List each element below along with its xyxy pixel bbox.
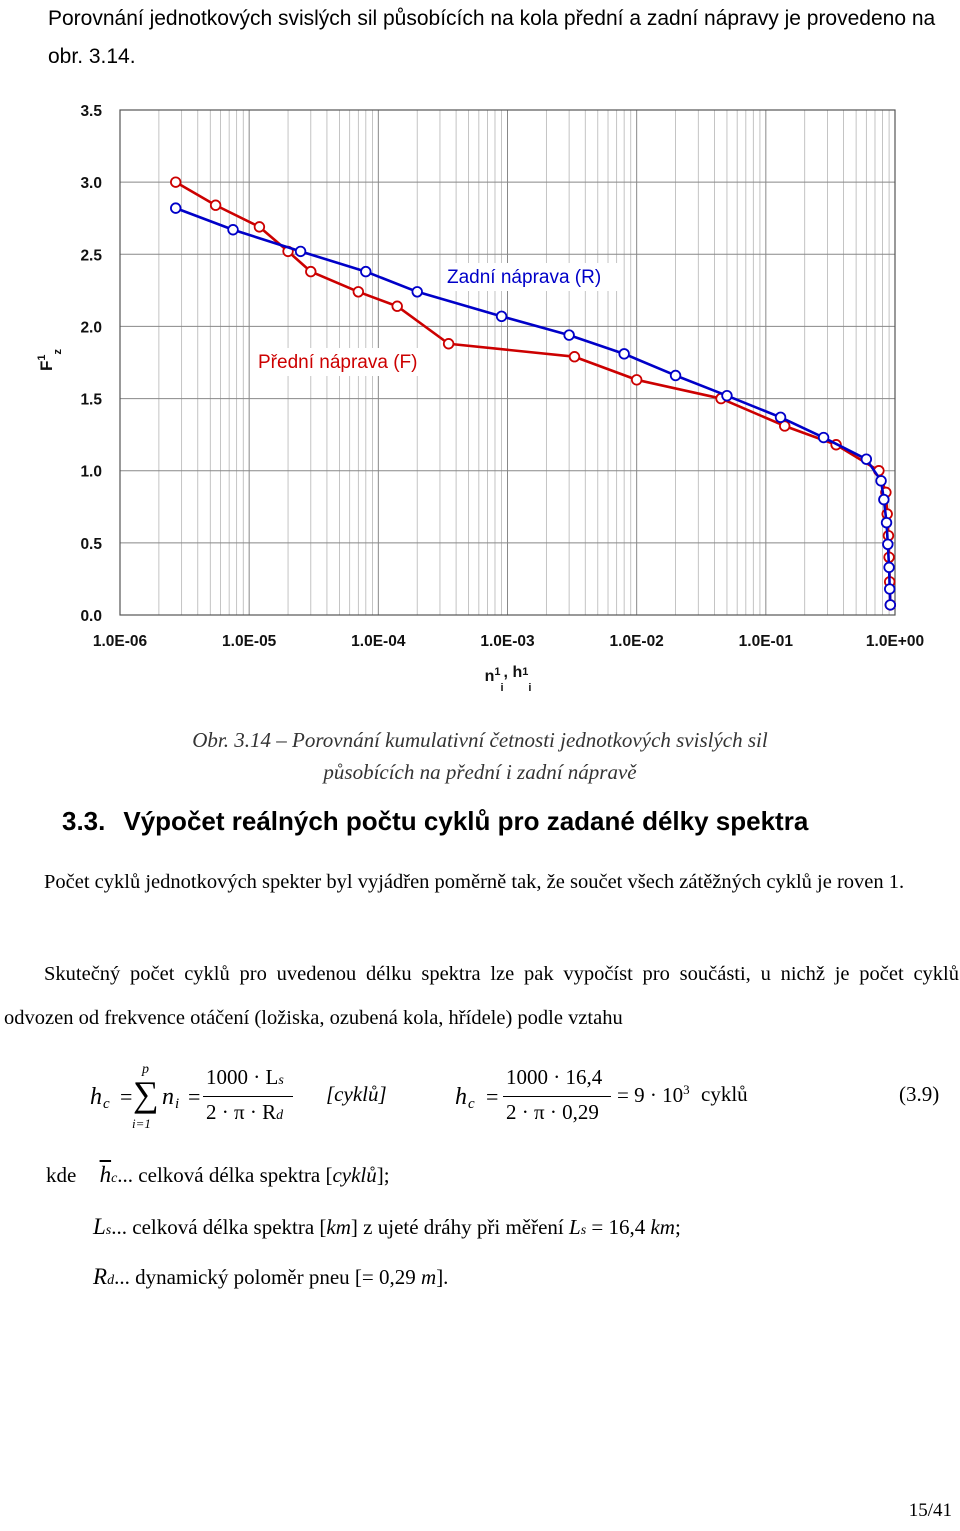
y-tick-label: 3.0 — [80, 175, 102, 193]
intro-text: Porovnání jednotkových svislých sil působících na kola přední a zadní nápravy je provedeno na obr. 3.14. — [48, 7, 936, 68]
y-tick-label: 2.0 — [80, 319, 102, 337]
result-text: = 9 · 10 — [617, 1083, 684, 1107]
chart — [0, 90, 960, 695]
rd-unit: m — [421, 1265, 437, 1289]
series-annotation: Zadní náprava (R) — [447, 267, 602, 288]
num1-sub: s — [278, 1073, 284, 1088]
formula — [0, 1060, 960, 1140]
y-axis-label-part: 1 — [36, 354, 48, 361]
ls-symbol-2: L — [569, 1215, 581, 1239]
formula-n: n — [162, 1084, 174, 1110]
hc-end: ]; — [376, 1163, 390, 1187]
fraction1-denominator — [206, 1100, 283, 1125]
data-point-zadni — [882, 518, 892, 528]
formula-i: i — [175, 1096, 180, 1112]
rd-text: ... dynamický poloměr pneu [= 0,29 — [114, 1265, 422, 1289]
rd-symbol: R — [93, 1264, 108, 1289]
data-point-predni — [255, 222, 265, 232]
data-point-predni — [632, 375, 642, 385]
ls-value: = 16,4 — [586, 1215, 651, 1239]
data-point-zadni — [886, 600, 896, 610]
x-tick-label: 1.0E-01 — [738, 633, 793, 650]
equation-number: (3.9) — [899, 1082, 940, 1106]
data-point-zadni — [228, 225, 238, 235]
paragraph-2 — [4, 952, 959, 1040]
data-point-zadni — [879, 495, 889, 505]
ls-unit: km — [326, 1215, 351, 1239]
x-tick-label: 1.0E-05 — [222, 633, 277, 650]
data-point-zadni — [171, 203, 181, 213]
data-point-zadni — [671, 371, 681, 381]
y-tick-label: 1.5 — [80, 391, 102, 409]
num1-text: 1000 · L — [206, 1065, 279, 1089]
data-point-zadni — [776, 413, 786, 423]
formula-result — [617, 1082, 690, 1108]
rd-sub: d — [107, 1273, 115, 1288]
sum-top: p — [142, 1062, 149, 1077]
formula-c: c — [103, 1096, 110, 1112]
section-title: Výpočet reálných počtu cyklů pro zadané délky spektra — [123, 806, 809, 836]
x-axis-label-part: i — [500, 682, 504, 694]
ls-text: ... celková délka spektra [ — [111, 1215, 327, 1239]
ls-sub: s — [105, 1223, 112, 1238]
result-exp: 3 — [683, 1082, 690, 1097]
y-tick-label: 1.0 — [80, 463, 102, 481]
data-point-predni — [306, 267, 316, 277]
sum-bottom: i=1 — [132, 1116, 151, 1131]
kde-word: kde — [46, 1163, 77, 1187]
x-axis-label-part: i — [528, 682, 532, 694]
data-point-predni — [570, 352, 580, 362]
y-tick-label: 0.5 — [80, 535, 102, 553]
x-tick-label: 1.0E-04 — [351, 633, 406, 650]
ls-symbol: L — [93, 1214, 106, 1239]
den1-text: 2 · π · R — [206, 1100, 277, 1124]
hc-symbol: $\overline{h}$ — [99, 1162, 112, 1187]
result-unit: cyklů — [701, 1082, 748, 1106]
x-axis-label-part: 1 — [494, 666, 501, 678]
y-axis-label-part: z — [52, 348, 64, 355]
data-point-zadni — [412, 287, 422, 297]
den1-sub: d — [276, 1108, 284, 1123]
x-axis-label-part: n — [484, 668, 495, 685]
x-axis-label-part: 1 — [522, 666, 529, 678]
fraction2-numerator: 1000 · 16,4 — [506, 1065, 603, 1089]
sum-symbol: ∑ — [133, 1074, 159, 1114]
data-point-predni — [354, 287, 364, 297]
data-point-zadni — [819, 433, 829, 443]
x-tick-label: 1.0E+00 — [865, 633, 925, 650]
data-point-zadni — [497, 312, 507, 322]
data-point-zadni — [722, 391, 732, 401]
data-point-predni — [171, 177, 181, 187]
page-number: 15/41 — [908, 1500, 952, 1521]
ls-mid: ] z ujeté dráhy při měření — [350, 1215, 569, 1239]
x-tick-label: 1.0E-06 — [92, 633, 148, 650]
fraction2-bar — [503, 1096, 611, 1097]
rd-end: ]. — [436, 1265, 449, 1289]
fraction2-denominator: 2 · π · 0,29 — [506, 1100, 599, 1124]
y-tick-label: 3.5 — [80, 103, 102, 120]
x-axis-label-part: , h — [503, 664, 523, 681]
data-point-zadni — [876, 476, 886, 486]
formula-unit: [cyklů] — [326, 1082, 387, 1106]
formula-c-2: c — [468, 1096, 475, 1112]
definition-hc — [46, 1162, 390, 1188]
formula-eq-2: = — [188, 1084, 201, 1109]
formula-h: h — [90, 1084, 102, 1110]
caption-line-2: působících na přední i zadní nápravě — [323, 760, 637, 784]
section-heading — [62, 806, 808, 837]
x-tick-label: 1.0E-02 — [609, 633, 664, 650]
y-tick-label: 2.5 — [80, 247, 102, 265]
x-axis-label — [485, 664, 532, 694]
data-point-predni — [444, 339, 454, 349]
fraction1-numerator — [206, 1065, 284, 1090]
formula-eq: = — [120, 1084, 133, 1109]
paragraph-1-text: Počet cyklů jednotkových spekter byl vyjádřen poměrně tak, že součet všech zátěžných cyklů je roven 1. — [44, 871, 905, 893]
data-point-zadni — [885, 584, 895, 594]
ls-end: ; — [674, 1215, 681, 1239]
ls-unit-2: km — [650, 1215, 675, 1239]
formula-eq-3: = — [486, 1084, 499, 1109]
hc-sub: c — [111, 1171, 118, 1186]
data-point-zadni — [619, 349, 629, 359]
y-tick-label: 0.0 — [80, 608, 102, 625]
data-point-predni — [392, 301, 402, 311]
data-point-zadni — [862, 454, 872, 464]
definition-rd — [93, 1264, 448, 1290]
caption-line-1: Obr. 3.14 – Porovnání kumulativní četnosti jednotkových svislých sil — [192, 728, 768, 752]
data-point-zadni — [361, 267, 371, 277]
hc-unit: cyklů — [332, 1163, 377, 1187]
hc-text: ... celková délka spektra [ — [117, 1163, 333, 1187]
data-point-zadni — [884, 563, 894, 573]
x-tick-label: 1.0E-03 — [480, 633, 535, 650]
ls-sub-2: s — [580, 1223, 587, 1238]
formula-h-2: h — [455, 1084, 467, 1110]
data-point-zadni — [296, 247, 306, 257]
y-axis-label-part: F — [37, 360, 56, 372]
paragraph-2-text: Skutečný počet cyklů pro uvedenou délku spektra lze pak vypočíst pro součásti, u nichž je počet cyklů odvozen od frekvence otáčení (ložiska, ozubená kola, hřídele) podle vztahu — [4, 963, 959, 1029]
paragraph-1 — [4, 860, 959, 904]
figure-caption — [0, 724, 960, 788]
data-point-zadni — [883, 540, 893, 550]
grid — [120, 110, 895, 615]
definition-ls — [93, 1214, 681, 1240]
series-layer — [171, 177, 895, 609]
section-number: 3.3. — [62, 806, 106, 836]
data-point-predni — [211, 200, 221, 210]
fraction1-bar — [203, 1096, 293, 1097]
series-annotation: Přední náprava (F) — [258, 352, 418, 373]
data-point-zadni — [564, 330, 574, 340]
y-axis-label — [36, 348, 64, 371]
